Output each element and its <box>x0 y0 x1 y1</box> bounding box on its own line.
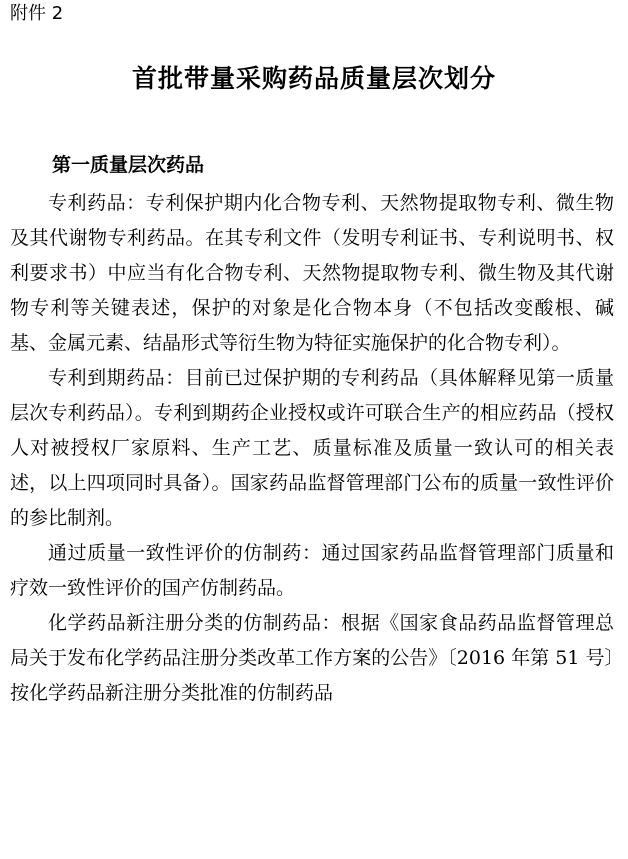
paragraph-consistency-evaluated-generics: 通过质量一致性评价的仿制药：通过国家药品监督管理部门质量和疗效一致性评价的国产仿制药品。 <box>10 542 614 599</box>
document-body <box>10 186 614 711</box>
attachment-label: 附件 2 <box>10 3 64 24</box>
section-heading: 第一质量层次药品 <box>52 154 205 176</box>
document-title: 首批带量采购药品质量层次划分 <box>131 64 496 93</box>
paragraph-new-registration-generics: 化学药品新注册分类的仿制药品：根据《国家食品药品监督管理总局关于发布化学药品注册分类改革工作方案的公告》〔2016 年第 51 号〕按化学药品新注册分类批准的仿制药品 <box>10 612 614 704</box>
paragraph-patent-drugs: 专利药品：专利保护期内化合物专利、天然物提取物专利、微生物及其代谢物专利药品。在其专利文件（发明专利证书、专利说明书、权利要求书）中应当有化合物专利、天然物提取物专利、微生物及其代谢物专利等关键表述，保护的对象是化合物本身（不包括改变酸根、碱基、金属元素、结晶形式等衍生物为特征实施保护的化合物专利）。 <box>10 192 614 354</box>
paragraph-expired-patent-drugs: 专利到期药品：目前已过保护期的专利药品（具体解释见第一质量层次专利药品）。专利到期药企业授权或许可联合生产的相应药品（授权人对被授权厂家原料、生产工艺、质量标准及质量一致认可的相关表述，以上四项同时具备）。国家药品监督管理部门公布的质量一致性评价的参比制剂。 <box>10 367 614 529</box>
